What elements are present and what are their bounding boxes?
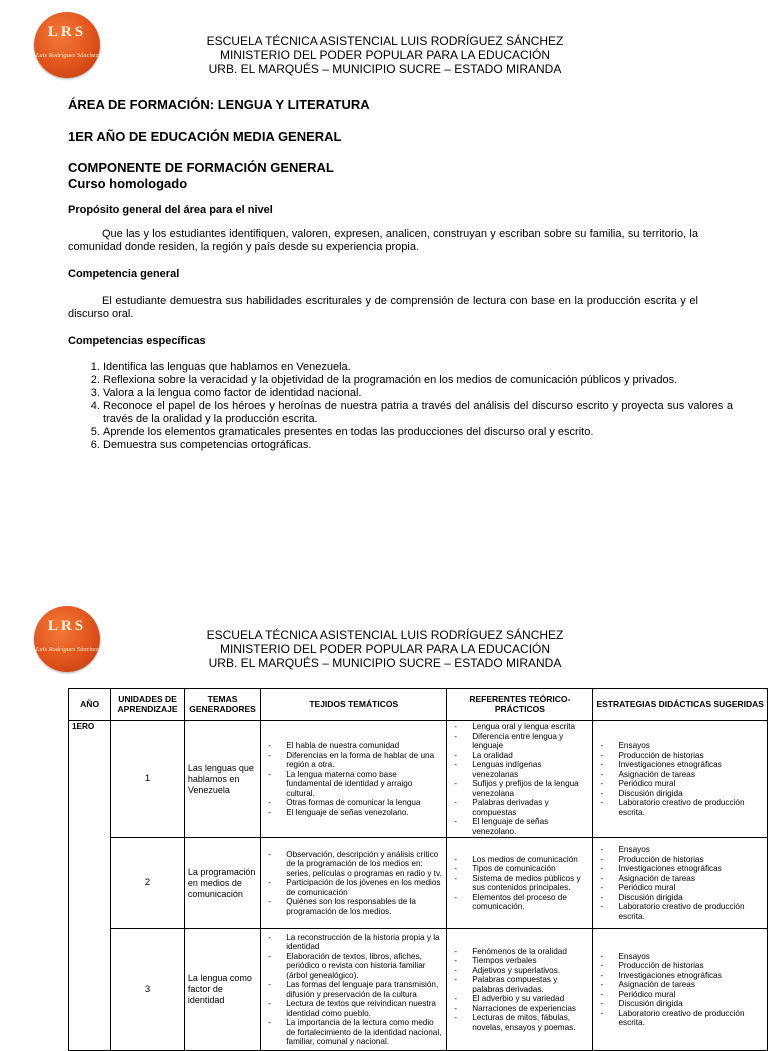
list-item: - Lectura de textos que reivindican nuestra identidad como pueblo. <box>286 999 443 1018</box>
list-item: - Los medios de comunicación <box>472 855 589 865</box>
school-logo <box>34 12 100 78</box>
list-item: - Otras formas de comunicar la lengua <box>286 798 443 808</box>
list-item: - Periódico mural <box>618 883 764 893</box>
header-threads: TEJIDOS TEMÁTICOS <box>261 689 447 721</box>
header-address: URB. EL MARQUÉS – MUNICIPIO SUCRE – ESTADO MIRANDA <box>208 656 562 670</box>
list-item: - La reconstrucción de la historia propia y la identidad <box>286 933 443 952</box>
header-year: AÑO <box>69 689 111 721</box>
refs-cell <box>447 838 593 929</box>
list-item: - Diferencias en la forma de hablar de una región a otra. <box>286 751 443 770</box>
list-item: - Producción de historias <box>618 751 764 761</box>
list-item: - Investigaciones etnográficas <box>618 760 764 770</box>
purpose-heading: Propósito general del área para el nivel <box>68 204 273 216</box>
header-address: URB. EL MARQUÉS – MUNICIPIO SUCRE – ESTADO MIRANDA <box>208 62 562 76</box>
list-item: - Adjetivos y superlativos. <box>472 966 589 976</box>
threads-cell <box>261 721 447 838</box>
header-strategies <box>593 689 768 721</box>
list-item: - Laboratorio creativo de producción escrita. <box>618 1009 764 1028</box>
threads-cell <box>261 838 447 929</box>
specific-competences-list <box>68 361 733 452</box>
logo-caption: Luis Rodríguez Sánchez <box>35 646 99 653</box>
specific-competences-heading: Competencias específicas <box>68 335 206 347</box>
component-title: COMPONENTE DE FORMACIÓN GENERAL <box>68 160 334 175</box>
header-themes: TEMAS GENERADORES <box>184 689 260 721</box>
purpose-text: Que las y los estudiantes identifiquen, valoren, expresen, analicen, construyan y escriban sobre su familia, su territorio, la comunidad donde residen, la región y país desde su experiencia propia. <box>68 228 698 253</box>
logo-caption: Luis Rodríguez Sánchez <box>35 52 99 59</box>
list-item: - La importancia de la lectura como medio de fortalecimiento de la identidad nacional, familiar, comunal y nacional. <box>286 1018 443 1047</box>
strategies-cell <box>593 929 768 1051</box>
list-item: - La oralidad <box>472 751 589 761</box>
strategies-cell <box>593 838 768 929</box>
list-item: - Laboratorio creativo de producción escrita. <box>618 798 764 817</box>
list-item: - La lengua materna como base fundamental de identidad y arraigo cultural. <box>286 770 443 799</box>
list-item: - Sistema de medios públicos y sus contenidos principales. <box>472 874 589 893</box>
header-school-name: ESCUELA TÉCNICA ASISTENCIAL LUIS RODRÍGUEZ SÁNCHEZ <box>206 34 564 48</box>
header-ministry: MINISTERIO DEL PODER POPULAR PARA LA EDUCACIÓN <box>219 48 551 62</box>
list-item: - Investigaciones etnográficas <box>618 971 764 981</box>
list-item: - El adverbio y su variedad <box>472 994 589 1004</box>
area-title: ÁREA DE FORMACIÓN: LENGUA Y LITERATURA <box>68 97 370 112</box>
logo-initials: LRS <box>47 618 87 634</box>
list-item: - Diferencia entre lengua y lenguaje <box>472 732 589 751</box>
purpose-paragraph <box>68 228 698 254</box>
threads-cell <box>261 929 447 1051</box>
refs-cell <box>447 721 593 838</box>
curriculum-table <box>68 688 768 1051</box>
competence-item: 6. Demuestra sus competencias ortográficas. <box>103 439 733 452</box>
list-item: - Discusión dirigida <box>618 999 764 1009</box>
header-strategies-label: ESTRATEGIAS DIDÁCTICAS SUGERIDAS <box>596 698 764 709</box>
general-competence-paragraph <box>68 295 698 321</box>
refs-cell <box>447 929 593 1051</box>
competence-item: 3. Valora a la lengua como factor de identidad nacional. <box>103 387 733 400</box>
course-subtitle: Curso homologado <box>68 176 188 191</box>
list-item: - Palabras compuestas y palabras derivadas. <box>472 975 589 994</box>
list-item: - Elaboración de textos, libros, afiches, periódico o revista con historia familiar (árbol genealógico). <box>286 952 443 981</box>
unit-number: 3 <box>111 929 185 1051</box>
year-cell: 1ERO <box>69 721 111 1051</box>
list-item: - Tiempos verbales <box>472 956 589 966</box>
header-school-name: ESCUELA TÉCNICA ASISTENCIAL LUIS RODRÍGUEZ SÁNCHEZ <box>206 628 564 642</box>
list-item: - Lenguas indígenas venezolanas <box>472 760 589 779</box>
theme-cell: La programación en medios de comunicación <box>184 838 260 929</box>
list-item: - Periódico mural <box>618 779 764 789</box>
list-item: - Asignación de tareas <box>618 980 764 990</box>
table-row <box>69 929 768 1051</box>
unit-number: 1 <box>111 721 185 838</box>
general-competence-text: El estudiante demuestra sus habilidades escriturales y de comprensión de lectura con base en la producción escrita y el discurso oral. <box>68 295 698 320</box>
table-header-row <box>69 689 768 721</box>
list-item: - Ensayos <box>618 845 764 855</box>
list-item: - El lenguaje de señas venezolano. <box>286 808 443 818</box>
list-item: - El habla de nuestra comunidad <box>286 741 443 751</box>
list-item: - Narraciones de experiencias <box>472 1004 589 1014</box>
list-item: - Laboratorio creativo de producción escrita. <box>618 902 764 921</box>
list-item: - Quiénes son los responsables de la programación de los medios. <box>286 897 443 916</box>
list-item: - Observación, descripción y análisis crítico de la programación de los medios en: series, películas o programas en radio y tv. <box>286 850 443 879</box>
list-item: - Asignación de tareas <box>618 770 764 780</box>
list-item: - Elementos del proceso de comunicación. <box>472 893 589 912</box>
school-header <box>150 628 620 670</box>
unit-number: 2 <box>111 838 185 929</box>
list-item: - El lenguaje de señas venezolano. <box>472 817 589 836</box>
competence-item: 4. Reconoce el papel de los héroes y heroínas de nuestra patria a través del análisis del discurso escrito y proyecta sus valores a través de la oralidad y la producción escrita. <box>103 400 733 426</box>
list-item: - Investigaciones etnográficas <box>618 864 764 874</box>
header-units: UNIDADES DE APRENDIZAJE <box>111 689 185 721</box>
general-competence-heading: Competencia general <box>68 268 180 280</box>
list-item: - Discusión dirigida <box>618 789 764 799</box>
list-item: - Periódico mural <box>618 990 764 1000</box>
school-header <box>150 34 620 76</box>
school-logo <box>34 606 100 672</box>
table-row <box>69 721 768 838</box>
list-item: - Ensayos <box>618 741 764 751</box>
list-item: - Discusión dirigida <box>618 893 764 903</box>
strategies-cell <box>593 721 768 838</box>
list-item: - Lecturas de mitos, fábulas, novelas, ensayos y poemas. <box>472 1013 589 1032</box>
logo-initials: LRS <box>47 24 87 40</box>
list-item: - Producción de historias <box>618 855 764 865</box>
year-title: 1ER AÑO DE EDUCACIÓN MEDIA GENERAL <box>68 129 342 144</box>
competence-item: 5. Aprende los elementos gramaticales presentes en todas las producciones del discurso oral y escrito. <box>103 426 733 439</box>
list-item: - Lengua oral y lengua escrita <box>472 722 589 732</box>
list-item: - Tipos de comunicación <box>472 864 589 874</box>
list-item: - Sufijos y prefijos de la lengua venezolana <box>472 779 589 798</box>
header-ministry: MINISTERIO DEL PODER POPULAR PARA LA EDUCACIÓN <box>219 642 551 656</box>
list-item: - Asignación de tareas <box>618 874 764 884</box>
competence-item: 1. Identifica las lenguas que hablamos en Venezuela. <box>103 361 733 374</box>
theme-cell: La lengua como factor de identidad <box>184 929 260 1051</box>
list-item: - Participación de los jóvenes en los medios de comunicación <box>286 878 443 897</box>
header-refs: REFERENTES TEÓRICO- PRÁCTICOS <box>447 689 593 721</box>
competence-item: 2. Reflexiona sobre la veracidad y la objetividad de la programación en los medios de comunicación públicos y privados. <box>103 374 733 387</box>
theme-cell: Las lenguas que hablamos en Venezuela <box>184 721 260 838</box>
table-row <box>69 838 768 929</box>
list-item: - Producción de historias <box>618 961 764 971</box>
list-item: - Fenómenos de la oralidad <box>472 947 589 957</box>
list-item: - Palabras derivadas y compuestas <box>472 798 589 817</box>
list-item: - Ensayos <box>618 952 764 962</box>
list-item: - Las formas del lenguaje para transmisión, difusión y preservación de la cultura <box>286 980 443 999</box>
